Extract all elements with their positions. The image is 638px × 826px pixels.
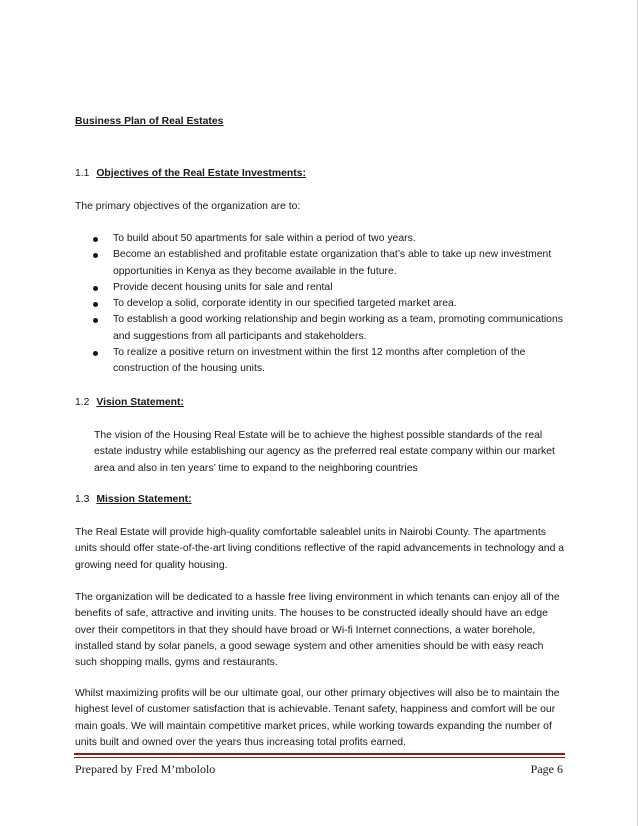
document-title: Business Plan of Real Estates (75, 116, 224, 127)
list-item-text: To realize a positive return on investment within the first 12 months after completion of the construction of the housing units. (113, 347, 526, 375)
list-item-text: Become an established and profitable estate organization that’s able to take up new investment opportunities in Kenya as they become available in the future. (113, 249, 552, 277)
list-item (93, 280, 568, 296)
list-item-text: To build about 50 apartments for sale within a period of two years. (113, 233, 416, 244)
section-number: 1.2 (75, 397, 90, 408)
bullet-icon (93, 318, 98, 323)
footer-rule-thick (74, 753, 565, 755)
section-label: Vision Statement: (96, 397, 184, 408)
objectives-list (93, 231, 568, 378)
vision-paragraph: The vision of the Housing Real Estate will be to achieve the highest possible standards of the real estate industry while establishing our agency as the preferred real estate company within our market area and also in ten years’ time to expand to the neighboring countries (94, 430, 555, 474)
footer-rule-thin (74, 757, 565, 758)
section-number: 1.3 (75, 494, 90, 505)
mission-paragraph-2: The organization will be dedicated to a hassle free living environment in which tenants can enjoy all of the benefits of safe, attractive and inviting units. The houses to be constructed ideally should have an edge over their competitors in that they should have broad or Wi-fi Internet connections, a water borehole, installed stand by solar panels, a good sewage system and other amenities should be with easy reach such shopping malls, gyms and restaurants. (75, 592, 560, 669)
bullet-icon (93, 351, 98, 356)
list-item-text: To establish a good working relationship and begin working as a team, promoting communications and suggestions from all participants and stakeholders. (113, 314, 563, 342)
list-item-text: Provide decent housing units for sale and rental (113, 281, 333, 293)
mission-paragraph-1: The Real Estate will provide high-quality comfortable saleablel units in Nairobi County. The apartments units should offer state-of-the-art living conditions reflective of the rapid advancements in technology and a growing need for quality housing. (75, 527, 565, 571)
list-item (93, 231, 568, 247)
list-item-text: To develop a solid, corporate identity in our specified targeted market area. (113, 298, 457, 310)
section-label: Objectives of the Real Estate Investments: (96, 168, 306, 179)
objectives-intro: The primary objectives of the organization are to: (75, 201, 301, 212)
list-item (93, 345, 568, 378)
bullet-icon (93, 302, 98, 307)
section-heading-vision (75, 395, 565, 411)
mission-paragraph-3: Whilst maximizing profits will be our ultimate goal, our other primary objectives will also be to maintain the highest level of customer satisfaction that is achievable. Tenant safety, happiness and comfort will be our main goals. We will maintain competitive market prices, while working towards expanding the number of units built and owned over the years thus increasing total profits earned. (75, 688, 560, 748)
footer-author: Prepared by Fred M’mbololo (75, 762, 216, 776)
list-item (93, 247, 568, 280)
section-heading-objectives (75, 166, 565, 182)
bullet-icon (93, 237, 98, 242)
list-item (93, 296, 568, 312)
bullet-icon (93, 253, 98, 258)
footer-page-number: Page 6 (530, 762, 563, 776)
section-heading-mission (75, 492, 565, 508)
bullet-icon (93, 286, 98, 291)
section-label: Mission Statement: (96, 494, 192, 505)
list-item (93, 312, 568, 345)
section-number: 1.1 (75, 168, 90, 179)
